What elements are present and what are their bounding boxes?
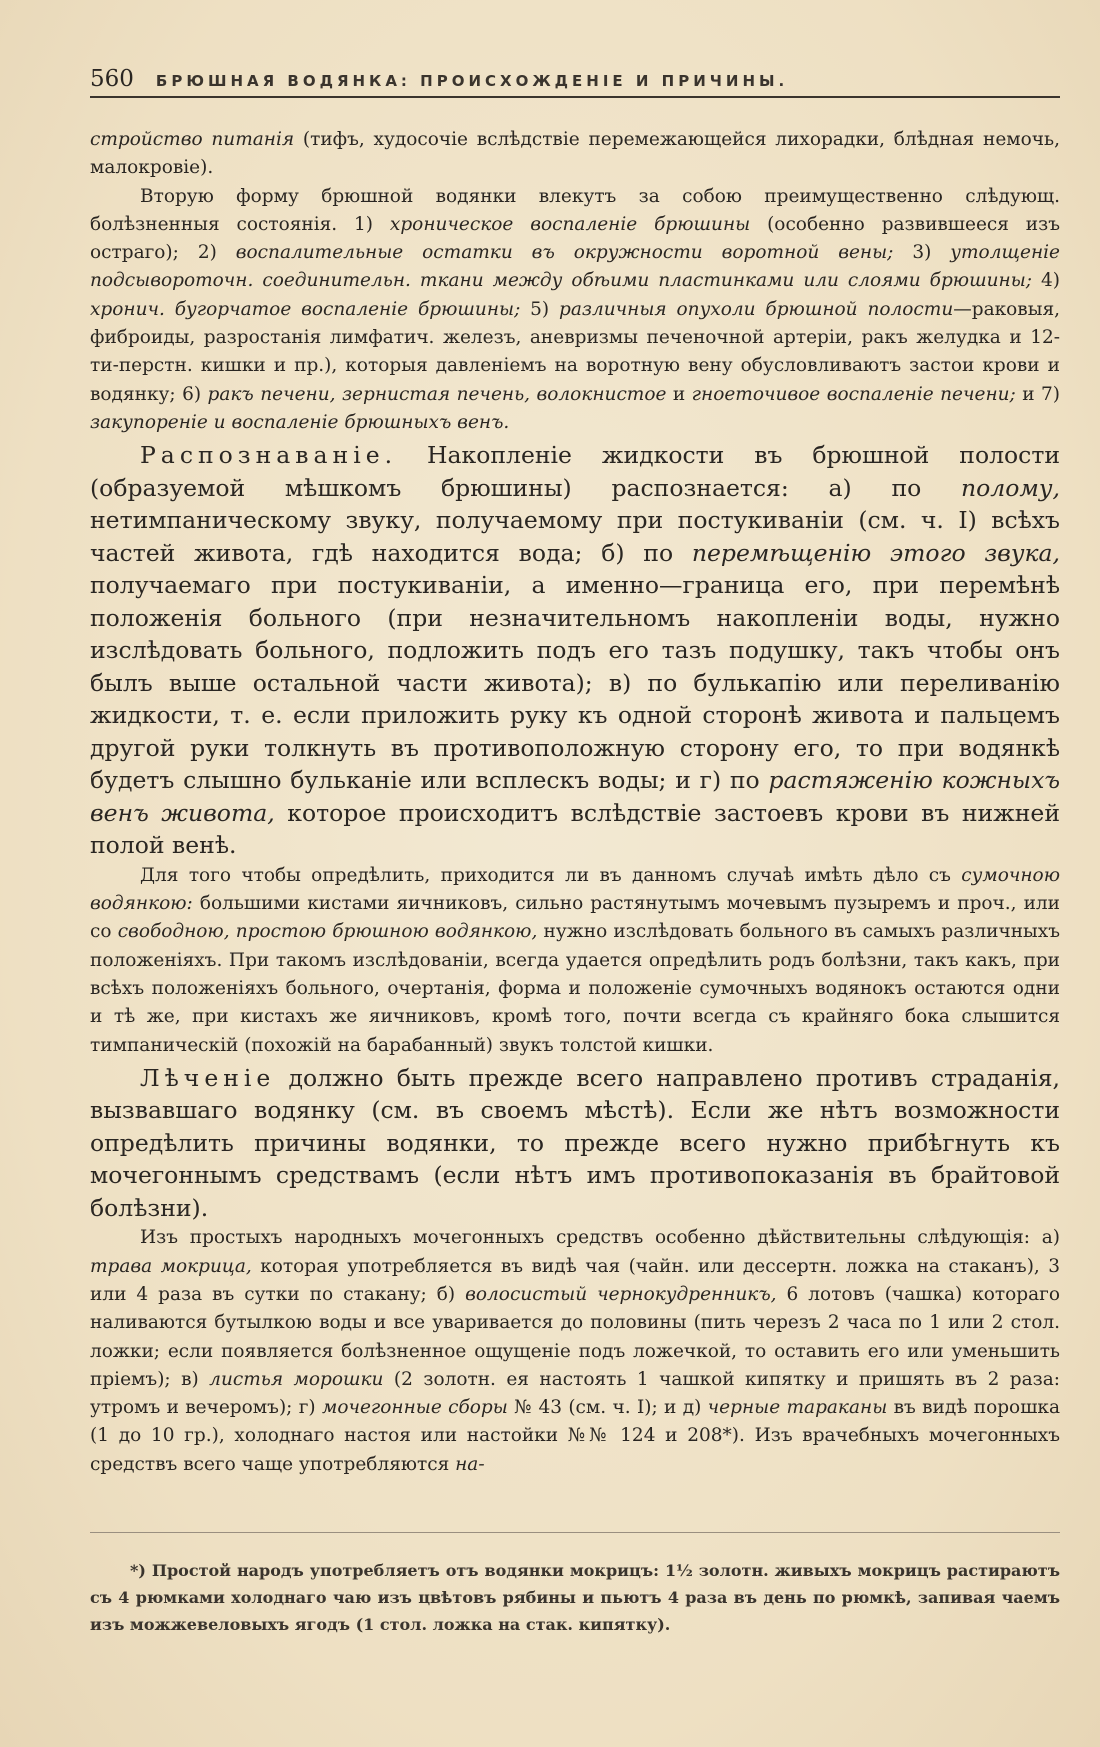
paragraph-text: которое происходитъ вслѣдствіе застоевъ крови въ нижней полой венѣ. <box>90 798 1061 860</box>
italic-term: перемѣщенію этого звука, <box>691 538 1060 567</box>
italic-term: мочегонные сборы <box>321 1397 508 1419</box>
page-header <box>90 66 1060 98</box>
paragraph-text: въ видѣ порошка (1 до 10 гр.), холоднаго настоя или настойки №№ 124 и 208*). Изъ врачебныхъ мочегонныхъ средствъ всего чаще употребляются <box>90 1397 1060 1475</box>
paragraph-nutrition-disorders <box>90 126 1060 183</box>
paragraph-text: (особенно развившееся изъ остраго); 2) <box>90 213 1060 264</box>
italic-term: растяженію кожныхъ венъ живота, <box>90 766 1060 827</box>
paragraph-text: Вторую форму брюшной водянки влекутъ за собою преимущественно слѣдующ. болѣзненныя состоянія. 1) <box>90 185 1060 235</box>
paragraph-differential <box>90 862 1060 1060</box>
italic-term: листья морошки <box>209 1368 384 1390</box>
italic-term: утолщеніе подсывороточн. соединительн. ткани между обѣими пластинками или слоями брюшины; <box>90 242 1060 292</box>
italic-term: хронич. бугорчатое воспаленіе брюшины; <box>90 298 521 320</box>
paragraph-text: № 43 (см. ч. I); и д) <box>507 1397 708 1419</box>
paragraph-text: (2 золотн. ея настоять 1 чашкой кипятку и пришять въ 2 раза: утромъ и вечеромъ); г) <box>90 1368 1061 1419</box>
paragraph-text: 6 лотовъ (чашка) котораго наливаются бутылкою воды и все уваривается до половины (пить черезъ 2 часа по 1 или 2 стол. ложки; если появляется болѣзненное ощущеніе подъ ложечкой, то оставить его или уменьшить пріемъ); в) <box>90 1283 1060 1390</box>
paragraph-text: большими кистами яичниковъ, сильно растянутымъ мочевымъ пузыремъ и проч., или со <box>90 893 1060 943</box>
paragraph-text: Накопленіе жидкости въ брюшной полости (образуемой мѣшкомъ брюшины) распознается: а) по <box>90 441 1060 502</box>
footnote-divider <box>90 1532 1060 1533</box>
italic-term: ракъ печени, зернистая печень, волокнистое <box>207 383 667 405</box>
paragraph-text: 4) <box>1032 270 1060 292</box>
page-number: 560 <box>90 66 134 92</box>
italic-term: воспалительные остатки въ окружности воротной вены; <box>235 242 894 264</box>
italic-term: закупореніе и воспаленіе брюшныхъ венъ. <box>90 411 510 433</box>
paragraph-text: Для того чтобы опредѣлить, приходится ли въ данномъ случаѣ имѣть дѣло съ <box>140 864 962 886</box>
paragraph-text: 3) <box>893 242 951 264</box>
section-heading-diagnosis: Распознаваніе. <box>140 441 398 470</box>
paragraph-text: и 7) <box>1015 383 1061 405</box>
italic-term: на- <box>455 1453 485 1475</box>
italic-term: гноеточивое воспаленіе печени; <box>691 383 1016 405</box>
paragraph-text: 5) <box>520 298 559 320</box>
page-body <box>90 126 1060 1479</box>
paragraph-diagnosis <box>90 439 1060 862</box>
italic-term: черные тараканы <box>707 1397 888 1419</box>
paragraph-second-form <box>90 183 1060 438</box>
italic-term: сумочною водянкою: <box>90 864 1060 915</box>
running-title: БРЮШНАЯ ВОДЯНКА: ПРОИСХОЖДЕНІЕ И ПРИЧИНЫ. <box>155 72 789 90</box>
paragraph-text: (тифъ, худосочіе вслѣдствіе перемежающейся лихорадки, блѣдная немочь, малокровіе). <box>90 129 1060 179</box>
section-heading-treatment: Лѣченіе <box>140 1063 276 1092</box>
italic-term: хроническое воспаленіе брюшины <box>389 213 751 235</box>
paragraph-text: нужно изслѣдовать больного въ самыхъ различныхъ положеніяхъ. При такомъ изслѣдованіи, всегда удается опредѣлить родъ болѣзни, такъ какъ, при всѣхъ положеніяхъ больного, очертанія, форма и положеніе сумочныхъ водянокъ остаются одни и тѣ же, при кистахъ же яичниковъ, кромѣ того, почти всегда съ крайняго бока слышится тимпаническій (похожій на барабанный) звукъ толстой кишки. <box>90 921 1060 1056</box>
paragraph-treatment <box>90 1062 1060 1225</box>
paragraph-text: и <box>666 383 692 405</box>
paragraph-text: которая употребляется въ видѣ чая (чайн. или дессертн. ложка на стаканъ), 3 или 4 раза въ сутки по стакану; б) <box>90 1255 1060 1305</box>
italic-term: свободною, простою брюшною водянкою, <box>117 921 538 943</box>
paragraph-text: —раковыя, фиброиды, разростанія лимфатич. железъ, аневризмы печеночной артеріи, ракъ желудка и 12-ти-перстн. кишки и пр.), которыя давленіемъ на воротную вену обусловливаютъ застои крови и водянку; 6) <box>90 298 1060 405</box>
paragraph-text: должно быть прежде всего направлено противъ страданія, вызвавшаго водянку (см. въ своемъ мѣстѣ). Если же нѣтъ возможности опредѣлить причины водянки, то прежде всего нужно прибѣгнуть къ мочегоннымъ средствамъ (если нѣтъ имъ противопоказанія въ брайтовой болѣзни). <box>90 1063 1060 1222</box>
italic-term: стройство питанія <box>90 129 295 150</box>
italic-term: волосистый чернокудренникъ, <box>465 1283 777 1305</box>
italic-term: различныя опухоли брюшной полости <box>559 298 954 320</box>
italic-term: трава мокрица, <box>90 1255 252 1277</box>
paragraph-text: нетимпаническому звуку, получаемому при постукиваніи (см. ч. I) всѣхъ частей живота, гдѣ находится вода; б) по <box>90 506 1060 567</box>
paragraph-text: получаемаго при постукиваніи, а именно—граница его, при перемѣнѣ положенія больного (при незначительномъ накопленіи воды, нужно изслѣдовать больного, подложить подъ его тазъ подушку, такъ чтобы онъ былъ выше остальной части живота); в) по булькапію или переливанію жидкости, т. е. если приложить руку къ одной сторонѣ живота и пальцемъ другой руки толкнуть въ противоположную сторону его, то при водянкѣ будетъ слышно бульканіе или всплескъ воды; и г) по <box>90 571 1060 795</box>
italic-term: полому, <box>961 473 1060 502</box>
paragraph-text: Изъ простыхъ народныхъ мочегонныхъ средствъ особенно дѣйствительны слѣдующія: а) <box>140 1227 1060 1249</box>
footnote: *) Простой народъ употребляетъ отъ водянки мокрицъ: 1½ золотн. живыхъ мокрицъ растираютъ съ 4 рюмками холоднаго чаю изъ цвѣтовъ рябины и пьютъ 4 раза въ день по рюмкѣ, запивая чаемъ изъ можжевеловыхъ ягодъ (1 стол. ложка на стак. кипятку). <box>90 1561 1060 1634</box>
paragraph-folk-remedies <box>90 1224 1060 1479</box>
